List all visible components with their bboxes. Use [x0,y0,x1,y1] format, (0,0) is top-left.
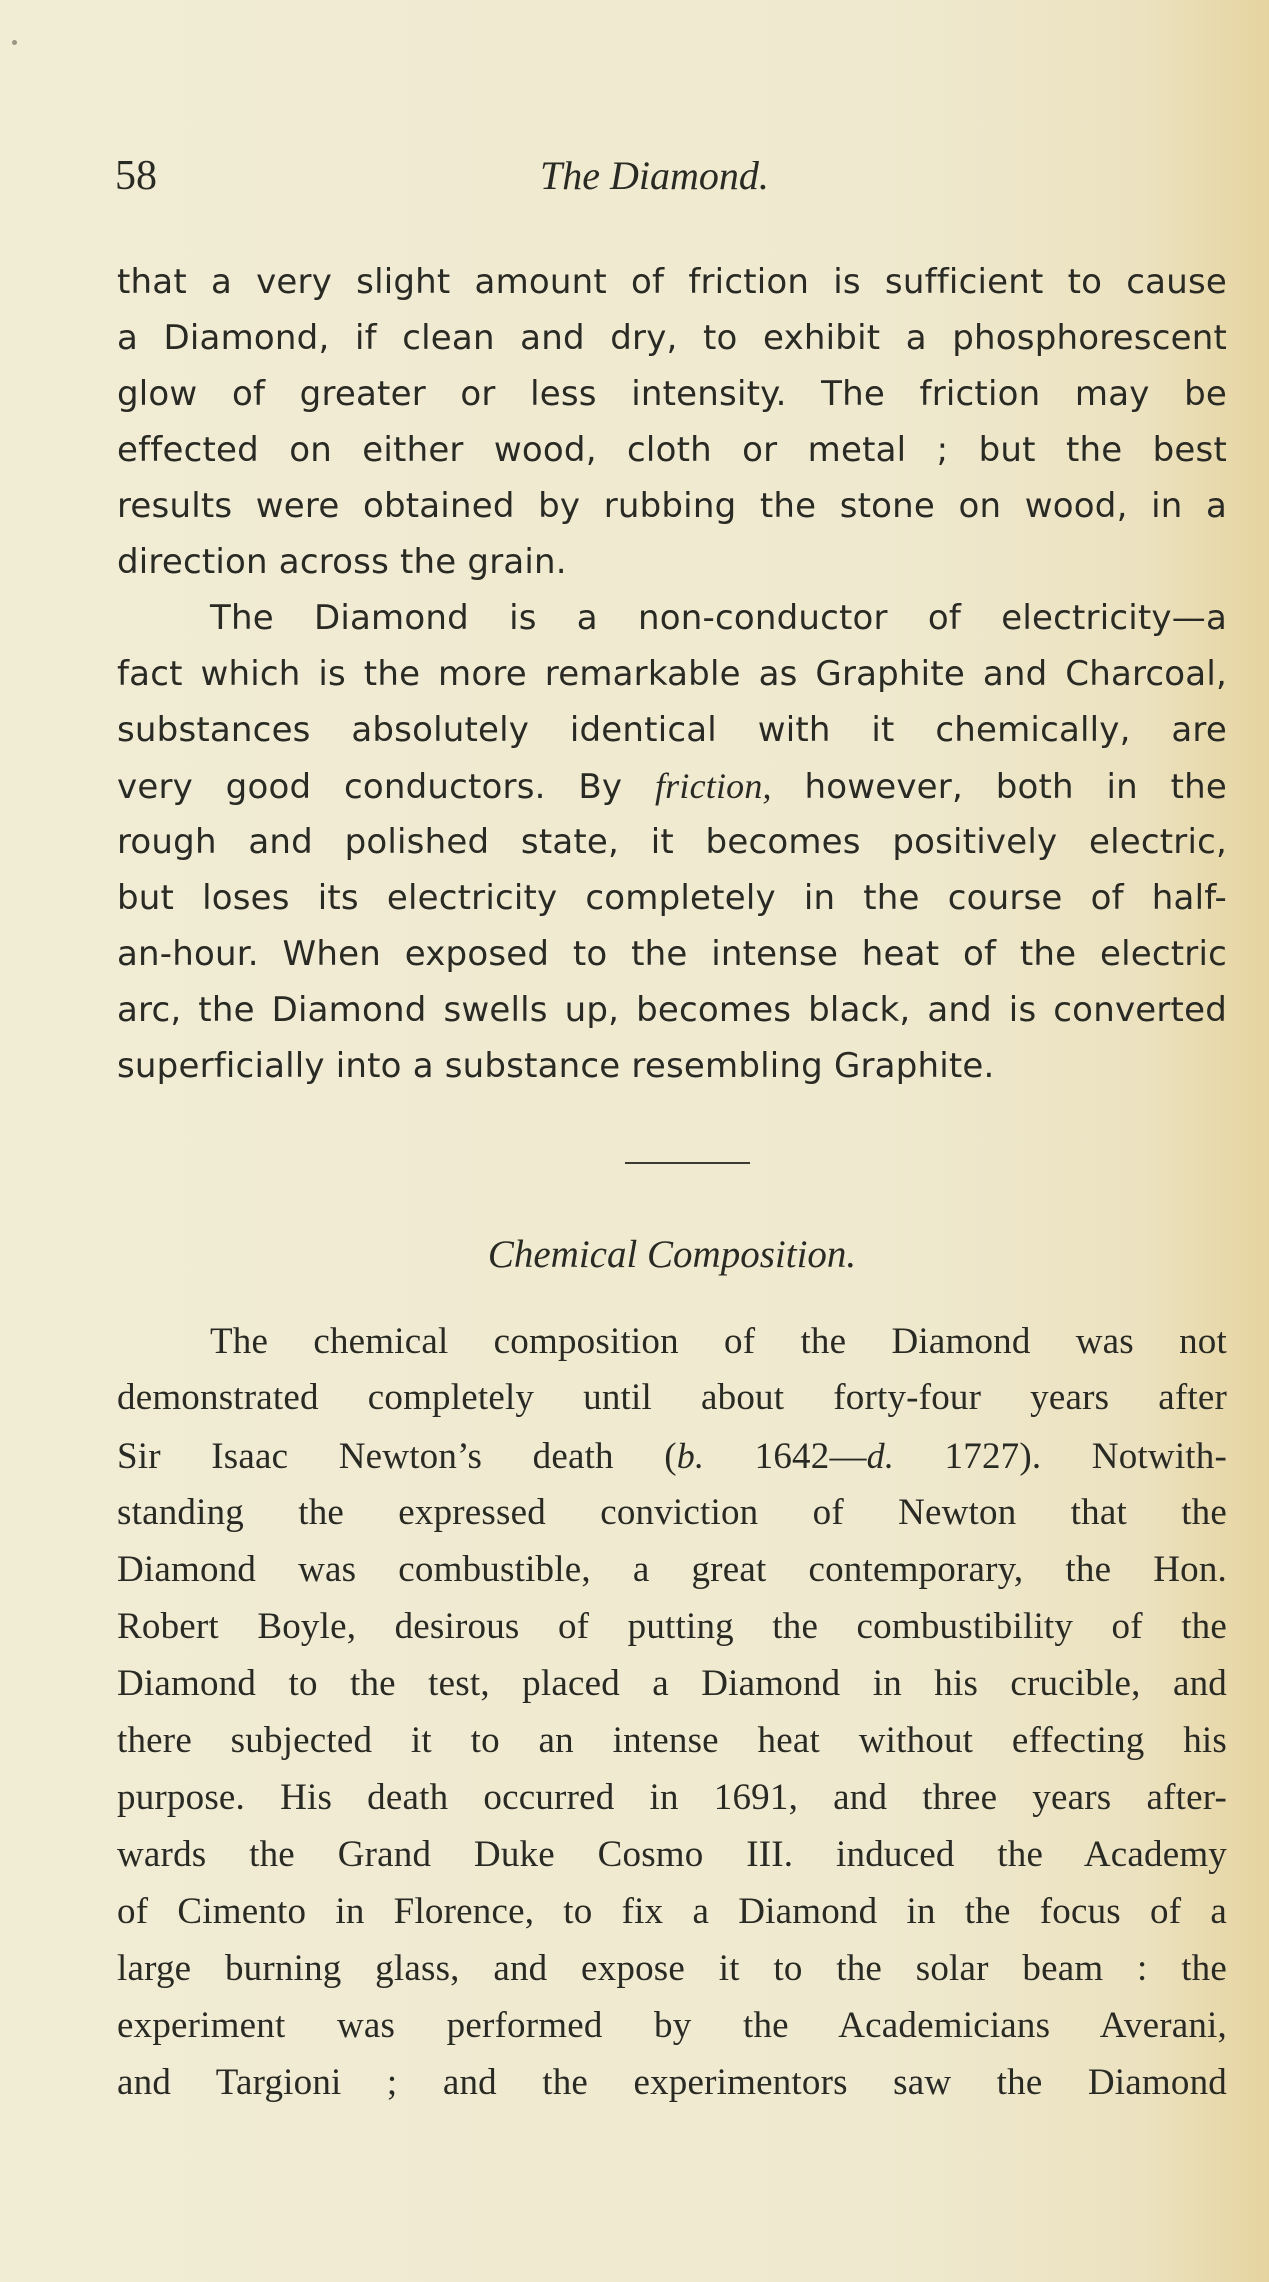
text-line: glow of greater or less intensity. The friction may be [117,374,1227,414]
text-segment: 1642— [704,1436,867,1477]
text-line: rough and polished state, it becomes positively electric, [117,822,1227,862]
running-head [115,152,1225,202]
text-line: Diamond to the test, placed a Diamond in his crucible, and [117,1663,1227,1704]
text-line: results were obtained by rubbing the stone on wood, in a [117,486,1227,526]
text-line: wards the Grand Duke Cosmo III. induced the Academy [117,1834,1227,1875]
text-line: of Cimento in Florence, to fix a Diamond in the focus of a [117,1891,1227,1932]
text-line: substances absolutely identical with it chemically, are [117,710,1227,750]
text-line: fact which is the more remarkable as Graphite and Charcoal, [117,654,1227,694]
page-number: 58 [115,153,157,199]
text-segment: Sir Isaac Newton’s death ( [117,1436,677,1477]
paper-speck [12,40,17,45]
text-segment: very good conductors. By [117,767,655,807]
text-line: experiment was performed by the Academicians Averani, [117,2005,1227,2046]
text-line: The Diamond is a non-conductor of electricity—a [210,598,1227,638]
text-line: large burning glass, and expose it to the solar beam : the [117,1948,1227,1989]
text-line: standing the expressed conviction of Newton that the [117,1492,1227,1533]
text-line: effected on either wood, cloth or metal ; but the best [117,430,1227,470]
text-line: Robert Boyle, desirous of putting the combustibility of the [117,1606,1227,1647]
running-title: The Diamond. [540,153,769,198]
text-line: but loses its electricity completely in the course of half- [117,878,1227,918]
text-line: direction across the grain. [117,542,567,582]
text-segment: however, both in the [771,767,1227,807]
text-line: Diamond was combustible, a great contemporary, the Hon. [117,1549,1227,1590]
text-line: a Diamond, if clean and dry, to exhibit a phosphorescent [117,318,1227,358]
text-line: that a very slight amount of friction is sufficient to cause [117,262,1227,302]
text-segment: 1727). Notwith- [894,1436,1227,1477]
text-line: demonstrated completely until about forty-four years after [117,1377,1227,1418]
text-line: there subjected it to an intense heat without effecting his [117,1720,1227,1761]
text-line [117,1428,1227,1484]
section-heading: Chemical Composition. [487,1233,857,1276]
text-line: purpose. His death occurred in 1691, and three years after- [117,1777,1227,1818]
italic-abbrev: b. [676,1436,705,1476]
italic-abbrev: d. [866,1436,895,1476]
section-divider [625,1162,750,1164]
italic-word: friction, [654,766,772,806]
text-line: The chemical composition of the Diamond was not [210,1321,1227,1362]
text-line: an-hour. When exposed to the intense heat of the electric [117,934,1227,974]
text-line: arc, the Diamond swells up, becomes black, and is converted [117,990,1227,1030]
text-line: and Targioni ; and the experimentors saw the Diamond [117,2062,1227,2103]
text-line [117,758,1227,814]
text-line: superficially into a substance resembling Graphite. [117,1046,995,1086]
